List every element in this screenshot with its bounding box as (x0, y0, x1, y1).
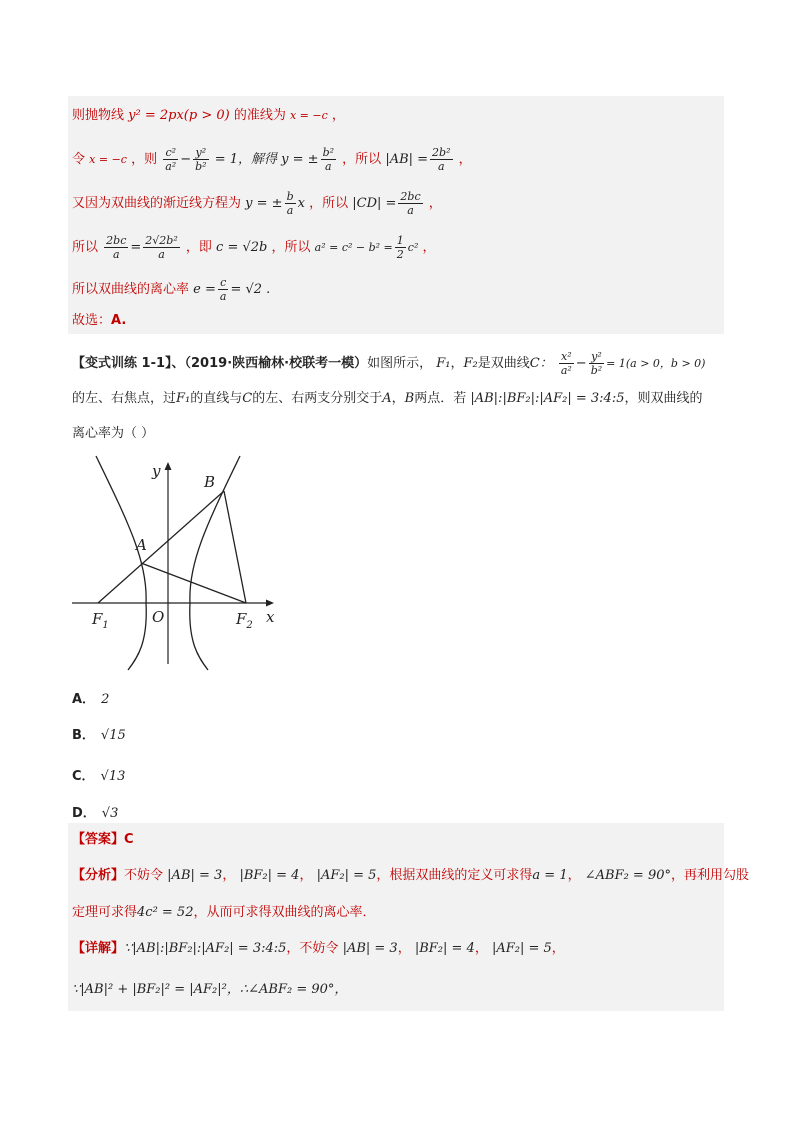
text: 是双曲线 (477, 356, 530, 371)
c-equation: c = √2b (216, 240, 268, 255)
x-axis-arrow (266, 600, 274, 607)
substitution: x = −c (89, 153, 127, 166)
af2-value: |AF₂| = 5 (491, 941, 552, 956)
y-axis-arrow (165, 462, 172, 470)
asymptote-x: x (297, 196, 305, 211)
fraction-2bc-a-2: $\frac{2bc}{a}$ (106, 234, 127, 261)
text: 如图所示， (367, 356, 433, 371)
text: 则抛物线 (72, 108, 125, 123)
equation-tail: = 1，解得 (214, 152, 278, 167)
hyperbola-left-branch (96, 456, 146, 670)
text: ， (458, 152, 472, 167)
problem-line-3 (72, 426, 154, 442)
text: ， (422, 240, 436, 255)
text: ，即 (185, 240, 212, 255)
f1-label: F₁ (176, 391, 191, 406)
detail-label: 【详解】 (72, 941, 125, 956)
ab-value: |AB| = 3 (167, 868, 223, 883)
problem-tag: 【变式训练 1-1】 (72, 356, 172, 371)
option-letter: D． (72, 806, 96, 821)
label-f1: $F_1$ (92, 610, 109, 631)
fraction-y2-b2: $\frac{\text{y²}}{\text{b²}}$ (195, 146, 207, 173)
text: ，所以 (342, 152, 382, 167)
fraction-c-a: $\frac{c}{a}$ (219, 276, 227, 303)
fraction-b2-a: $\frac{\text{b²}}{a}$ (322, 146, 335, 173)
text: ，根据双曲线的定义可求得 (376, 868, 533, 883)
option-letter: A． (72, 692, 96, 707)
detail-line-1: 【详解】∵|AB|:|BF₂|:|AF₂| = 3:4:5，不妨令 |AB| = 3， |BF₂| = 4， |AF₂| = 5， (72, 941, 565, 956)
analysis-label: 【分析】 (72, 868, 125, 883)
c-value: 4c² = 52 (137, 905, 194, 920)
option-value: 2 (101, 692, 110, 707)
option-d[interactable] (72, 802, 118, 821)
text: ， (331, 108, 345, 123)
option-value: √15 (100, 728, 126, 743)
option-c[interactable] (72, 765, 125, 784)
text: 两点．若 (414, 391, 467, 406)
option-value: √13 (100, 769, 126, 784)
problem-source: 、（2019·陕西榆林·校联考一模） (171, 356, 368, 371)
text: ，不妨令 (286, 941, 339, 956)
option-letter: C． (72, 769, 95, 784)
f2-label: F₂ (463, 356, 478, 371)
text: ，所以 (309, 196, 349, 211)
fraction-1-2: $\frac{1}{2}$ (396, 234, 404, 261)
angle-value: ∠ABF₂ = 90° (584, 868, 671, 883)
text: 令 (72, 152, 86, 167)
directrix-equation: x = −c (289, 109, 328, 122)
analysis-line-2 (72, 905, 376, 921)
text: 所以 (72, 240, 99, 255)
solution-line-5 (72, 276, 270, 303)
ratio-expression: ∵|AB|:|BF₂|:|AF₂| = 3:4:5 (124, 941, 287, 956)
hyperbola-figure (68, 452, 298, 672)
text: 不妨令 (124, 868, 164, 883)
af2-value: |AF₂| = 5 (316, 868, 377, 883)
pythagoras-expression: ∵|AB|² + |BF₂|² = |AF₂|²，∴∠ABF₂ = 90°， (72, 982, 348, 997)
fraction-b-a: $\frac{b}{a}$ (286, 190, 294, 217)
asymptote-eq: y = ± (245, 196, 283, 211)
text: ，所以 (271, 240, 311, 255)
text: 的直线与 (190, 391, 243, 406)
question-text: 离心率为（ ） (72, 426, 155, 441)
fraction-x2-a2: $\frac{\text{x²}}{\text{a²}}$ (560, 350, 572, 377)
fraction-y2-b2-problem: $\frac{\text{y²}}{\text{b²}}$ (590, 350, 603, 377)
fraction-2bc-a: $\frac{2bc}{a}$ (400, 190, 421, 217)
text: 所以双曲线的离心率 (72, 282, 190, 297)
cd-length: |CD| = (352, 196, 397, 211)
bf2-value: |BF₂| = 4 (239, 868, 300, 883)
solve-y: y = ± (281, 152, 319, 167)
bf2-value: |BF₂| = 4 (414, 941, 475, 956)
label-b: B (204, 473, 216, 491)
label-o: O (152, 608, 165, 626)
option-a[interactable] (72, 688, 109, 707)
text: 的左、右两支分别交于 (252, 391, 383, 406)
label-f2: $F_2$ (236, 610, 253, 631)
option-b[interactable] (72, 724, 126, 743)
text: ， (428, 196, 442, 211)
line-b-f2 (224, 491, 246, 603)
text: ，则双曲线的 (624, 391, 703, 406)
eccentricity-value: = √2 . (230, 282, 271, 297)
option-letter: B． (72, 728, 95, 743)
a2-equation: a² = c² − b² = (314, 241, 393, 254)
text: 的准线为 (233, 108, 286, 123)
f1-label: F₁ (436, 356, 451, 371)
label-a: A (136, 536, 147, 554)
fraction-2root2b2-a: $\frac{\text{2√2b²}}{a}$ (145, 234, 178, 261)
solution-answer-line (72, 313, 126, 329)
option-value: √3 (101, 806, 119, 821)
c2: c² (407, 241, 419, 254)
solution-line-1 (72, 108, 345, 124)
answer-value: A. (111, 313, 127, 328)
ratio-expression: |AB|:|BF₂|:|AF₂| = 3:4:5 (470, 391, 625, 406)
problem-line-1: 【变式训练 1-1】、（2019·陕西榆林·校联考一模）如图所示， F₁，F₂是双曲线C： $\frac{\text{x²}}{\text{a²}}$ − $\frac{\text{y²}}{\text{b²}}$ = 1(a > 0，b > 0) (72, 350, 706, 377)
fraction-2b2-a: $\frac{\text{2b²}}{a}$ (432, 146, 451, 173)
text: 又因为双曲线的渐近线方程为 (72, 196, 242, 211)
answer-line (72, 832, 134, 848)
label-y: y (152, 462, 161, 480)
eccentricity-e: e = (193, 282, 216, 297)
answer-value: C (124, 832, 134, 847)
curve-label: C： (529, 356, 553, 371)
ab-value: |AB| = 3 (342, 941, 398, 956)
label-x: x (266, 608, 275, 626)
fraction-c2-a2: $\frac{\text{c²}}{\text{a²}}$ (165, 146, 177, 173)
solution-line-3 (72, 190, 442, 217)
text: ，则 (131, 152, 158, 167)
text: ，再利用勾股 (671, 868, 750, 883)
analysis-line-1: 【分析】不妨令 |AB| = 3， |BF₂| = 4， |AF₂| = 5，根据双曲线的定义可求得a = 1， ∠ABF₂ = 90°，再利用勾股 (72, 868, 750, 883)
problem-line-2: 的左、右焦点，过F₁的直线与C的左、右两支分别交于A，B两点．若 |AB|:|BF₂|:|AF₂| = 3:4:5，则双曲线的 (72, 391, 703, 406)
answer-label: 【答案】 (72, 832, 125, 847)
detail-line-2 (72, 982, 347, 998)
text: ，从而可求得双曲线的离心率． (193, 905, 376, 920)
a-value: a = 1 (532, 868, 568, 883)
line-f1-b (98, 491, 224, 603)
text: 的左、右焦点，过 (72, 391, 177, 406)
parabola-equation: y² = 2px(p > 0) (128, 108, 230, 123)
solution-line-4 (72, 234, 436, 261)
text: 故选： (72, 313, 112, 328)
condition: = 1(a > 0，b > 0) (606, 357, 706, 370)
solution-line-2: 令 x = −c ，则 $\frac{\text{c²}}{\text{a²}}$ − $\frac{\text{y²}}{\text{b²}}$ = 1，解得 y = ± $\frac{\text{b²}}{a}$ ，所以 |AB| = $\frac{\text{2b²}}{a}$ ， (72, 146, 472, 173)
equals: = (130, 240, 142, 255)
text: 定理可求得 (72, 905, 138, 920)
ab-length: |AB| = (385, 152, 429, 167)
